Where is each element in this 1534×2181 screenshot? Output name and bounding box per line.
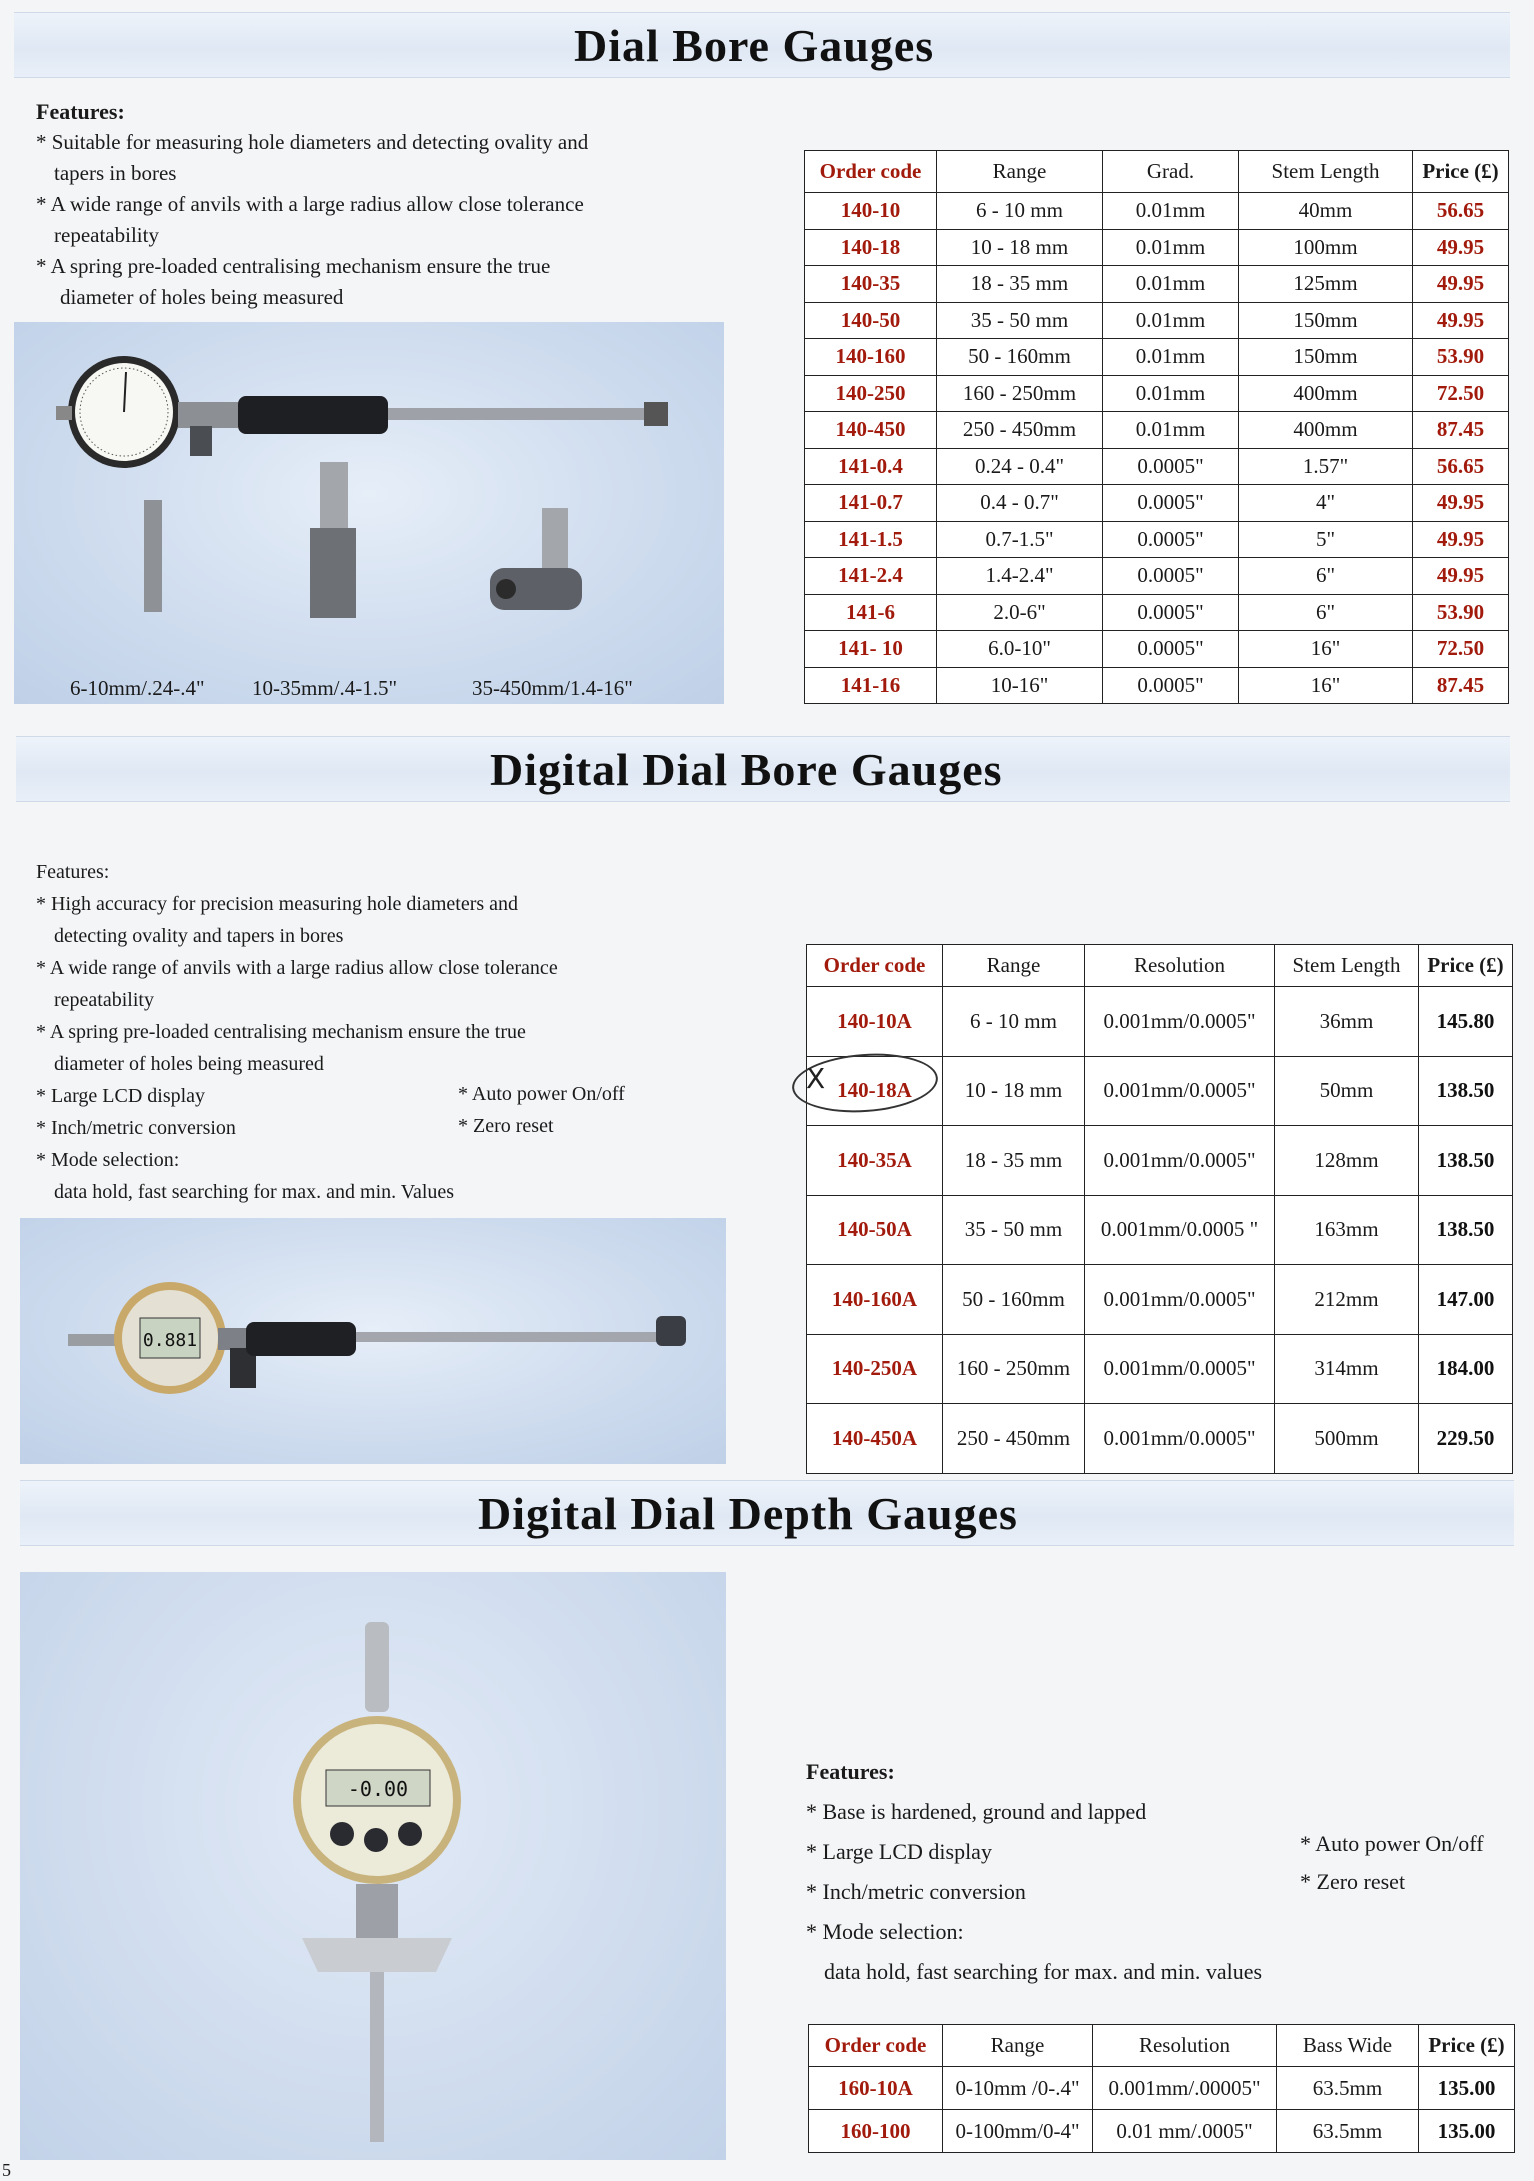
table-cell: 314mm: [1275, 1334, 1419, 1404]
table-row: [807, 1195, 1513, 1265]
order-code-cell: 141-16: [805, 667, 937, 704]
feature-line: * High accuracy for precision measuring hole diameters and: [36, 893, 519, 915]
feature-line: * Suitable for measuring hole diameters and detecting ovality and: [36, 130, 589, 154]
table-cell: 160 - 250mm: [943, 1334, 1085, 1404]
price-cell: 87.45: [1413, 412, 1509, 449]
order-code-cell: 141-2.4: [805, 558, 937, 595]
order-code-cell: 140-50: [805, 302, 937, 339]
table-cell: 0.001mm/0.0005": [1085, 1126, 1275, 1196]
price-cell: 145.80: [1419, 987, 1513, 1057]
digital-bore-gauge-photo: [20, 1218, 726, 1464]
order-code-cell: 141-0.4: [805, 448, 937, 485]
table-row: [805, 558, 1509, 595]
feature-line: data hold, fast searching for max. and min. values: [824, 1959, 1263, 1984]
table-cell: 4": [1239, 485, 1413, 522]
feature-line: * A wide range of anvils with a large radius allow close tolerance: [36, 957, 558, 979]
table-row: [805, 266, 1509, 303]
price-cell: 138.50: [1419, 1195, 1513, 1265]
table-cell: 2.0-6": [937, 594, 1103, 631]
price-cell: 49.95: [1413, 558, 1509, 595]
price-cell: 49.95: [1413, 521, 1509, 558]
order-code-cell: 160-10A: [809, 2067, 943, 2110]
table-row: [805, 193, 1509, 230]
table-cell: 0.01mm: [1103, 412, 1239, 449]
table-cell: 6": [1239, 594, 1413, 631]
table-cell: 50mm: [1275, 1056, 1419, 1126]
table-cell: 250 - 450mm: [943, 1404, 1085, 1474]
table-cell: 6 - 10 mm: [943, 987, 1085, 1057]
table-cell: 16": [1239, 667, 1413, 704]
table-cell: 0.0005": [1103, 521, 1239, 558]
table-row: [809, 2067, 1515, 2110]
feature-line: repeatability: [54, 223, 159, 247]
table-cell: 0-10mm /0-.4": [943, 2067, 1093, 2110]
table-cell: 5": [1239, 521, 1413, 558]
digital-dial-depth-gauges-table: [808, 2024, 1515, 2153]
digital-bore-gauge-illustration: [20, 1218, 726, 1464]
table-row: [807, 1404, 1513, 1474]
table-row: [805, 448, 1509, 485]
caption-large-anvil: 35-450mm/1.4-16": [472, 676, 633, 700]
section1-banner: [14, 12, 1510, 78]
column-header: Bass Wide: [1277, 2025, 1419, 2067]
table-cell: 0.001mm/0.0005": [1085, 987, 1275, 1057]
table-cell: 100mm: [1239, 229, 1413, 266]
feature-line: * Inch/metric conversion: [36, 1117, 236, 1139]
price-cell: 53.90: [1413, 594, 1509, 631]
table-cell: 0-100mm/0-4": [943, 2110, 1093, 2153]
table-cell: 0.7-1.5": [937, 521, 1103, 558]
column-header: Order code: [809, 2025, 943, 2067]
table-cell: 0.01mm: [1103, 229, 1239, 266]
order-code-cell: 160-100: [809, 2110, 943, 2153]
dial-bore-gauge-illustration: [14, 322, 724, 704]
order-code-cell: 140-450: [805, 412, 937, 449]
order-code-cell: 140-450A: [807, 1404, 943, 1474]
table-cell: 6": [1239, 558, 1413, 595]
table-cell: 212mm: [1275, 1265, 1419, 1335]
table-cell: 36mm: [1275, 987, 1419, 1057]
column-header: Order code: [805, 151, 937, 193]
feature-line: * Base is hardened, ground and lapped: [806, 1799, 1147, 1824]
order-code-cell: 140-18: [805, 229, 937, 266]
lcd-reading: -0.00: [347, 1777, 409, 1801]
table-cell: 128mm: [1275, 1126, 1419, 1196]
table-cell: 18 - 35 mm: [937, 266, 1103, 303]
column-header: Range: [943, 2025, 1093, 2067]
price-cell: 135.00: [1419, 2110, 1515, 2153]
order-code-cell: 141-1.5: [805, 521, 937, 558]
section1-title: Dial Bore Gauges: [574, 20, 935, 71]
feature-line: * Mode selection:: [806, 1919, 964, 1944]
table-row: [805, 375, 1509, 412]
order-code-cell: 141- 10: [805, 631, 937, 668]
table-cell: 0.0005": [1103, 594, 1239, 631]
caption-small-anvil: 6-10mm/.24-.4": [70, 676, 205, 700]
table-cell: 163mm: [1275, 1195, 1419, 1265]
column-header: Grad.: [1103, 151, 1239, 193]
features-title: Features:: [36, 99, 125, 124]
price-cell: 49.95: [1413, 302, 1509, 339]
table-cell: 250 - 450mm: [937, 412, 1103, 449]
features-title: Features:: [806, 1759, 895, 1784]
table-row: [807, 987, 1513, 1057]
table-cell: 150mm: [1239, 302, 1413, 339]
digital-depth-gauge-photo: [20, 1572, 726, 2160]
table-row: [805, 339, 1509, 376]
table-cell: 63.5mm: [1277, 2067, 1419, 2110]
table-row: [807, 1334, 1513, 1404]
price-cell: 147.00: [1419, 1265, 1513, 1335]
caption-medium-anvil: 10-35mm/.4-1.5": [252, 676, 398, 700]
table-cell: 35 - 50 mm: [937, 302, 1103, 339]
table-cell: 16": [1239, 631, 1413, 668]
order-code-cell: 140-35A: [807, 1126, 943, 1196]
order-code-cell: 140-35: [805, 266, 937, 303]
column-header: Price (£): [1419, 945, 1513, 987]
table-cell: 40mm: [1239, 193, 1413, 230]
column-header: Price (£): [1413, 151, 1509, 193]
feature-line: tapers in bores: [54, 161, 177, 185]
order-code-cell: 140-50A: [807, 1195, 943, 1265]
table-cell: 6 - 10 mm: [937, 193, 1103, 230]
table-cell: 0.001mm/0.0005": [1085, 1334, 1275, 1404]
table-cell: 0.01mm: [1103, 302, 1239, 339]
table-cell: 10 - 18 mm: [943, 1056, 1085, 1126]
order-code-cell: 141-6: [805, 594, 937, 631]
table-cell: 0.0005": [1103, 667, 1239, 704]
feature-line: * Zero reset: [458, 1115, 554, 1137]
table-cell: 500mm: [1275, 1404, 1419, 1474]
feature-line: repeatability: [54, 989, 154, 1011]
feature-line: * Large LCD display: [806, 1839, 992, 1864]
feature-line: * Auto power On/off: [1300, 1831, 1484, 1856]
column-header: Stem Length: [1275, 945, 1419, 987]
feature-line: detecting ovality and tapers in bores: [54, 925, 344, 947]
feature-line: * Inch/metric conversion: [806, 1879, 1026, 1904]
order-code-cell: 140-18A: [807, 1056, 943, 1126]
price-cell: 138.50: [1419, 1056, 1513, 1126]
price-cell: 49.95: [1413, 485, 1509, 522]
feature-line: * Mode selection:: [36, 1149, 180, 1171]
table-row: [805, 631, 1509, 668]
table-cell: 0.001mm/.00005": [1093, 2067, 1277, 2110]
price-cell: 138.50: [1419, 1126, 1513, 1196]
table-cell: 0.01 mm/.0005": [1093, 2110, 1277, 2153]
table-cell: 0.0005": [1103, 448, 1239, 485]
price-cell: 49.95: [1413, 229, 1509, 266]
table-cell: 18 - 35 mm: [943, 1126, 1085, 1196]
table-cell: 35 - 50 mm: [943, 1195, 1085, 1265]
table-cell: 160 - 250mm: [937, 375, 1103, 412]
column-header: Resolution: [1085, 945, 1275, 987]
section2-features: [36, 856, 716, 1208]
table-row: [805, 229, 1509, 266]
table-cell: 0.0005": [1103, 485, 1239, 522]
table-cell: 6.0-10": [937, 631, 1103, 668]
order-code-cell: 141-0.7: [805, 485, 937, 522]
table-cell: 0.01mm: [1103, 375, 1239, 412]
feature-line: * A wide range of anvils with a large radius allow close tolerance: [36, 192, 584, 216]
table-row: [805, 594, 1509, 631]
column-header: Price (£): [1419, 2025, 1515, 2067]
order-code-cell: 140-250A: [807, 1334, 943, 1404]
digital-dial-bore-gauges-table: [806, 944, 1513, 1474]
page-number: 5: [2, 2160, 11, 2180]
feature-line: data hold, fast searching for max. and min. Values: [54, 1181, 455, 1203]
price-cell: 87.45: [1413, 667, 1509, 704]
table-cell: 1.57": [1239, 448, 1413, 485]
table-row: [805, 667, 1509, 704]
price-cell: 53.90: [1413, 339, 1509, 376]
feature-line: * A spring pre-loaded centralising mechanism ensure the true: [36, 254, 551, 278]
section3-title: Digital Dial Depth Gauges: [478, 1488, 1018, 1539]
table-cell: 0.001mm/0.0005 ": [1085, 1195, 1275, 1265]
table-row: [807, 1265, 1513, 1335]
table-cell: 0.001mm/0.0005": [1085, 1404, 1275, 1474]
table-cell: 125mm: [1239, 266, 1413, 303]
column-header: Stem Length: [1239, 151, 1413, 193]
table-row: [805, 412, 1509, 449]
table-cell: 0.01mm: [1103, 339, 1239, 376]
price-cell: 184.00: [1419, 1334, 1513, 1404]
feature-line: * Large LCD display: [36, 1085, 206, 1107]
price-cell: 72.50: [1413, 631, 1509, 668]
feature-line: * Zero reset: [1300, 1869, 1406, 1894]
table-cell: 63.5mm: [1277, 2110, 1419, 2153]
features-title: Features:: [36, 861, 110, 883]
table-cell: 150mm: [1239, 339, 1413, 376]
table-cell: 0.24 - 0.4": [937, 448, 1103, 485]
table-cell: 0.01mm: [1103, 193, 1239, 230]
section1-features: [36, 96, 696, 313]
table-row: [805, 302, 1509, 339]
dial-bore-gauges-table: [804, 150, 1509, 704]
table-cell: 50 - 160mm: [943, 1265, 1085, 1335]
table-cell: 50 - 160mm: [937, 339, 1103, 376]
handwritten-x-mark: X: [806, 1062, 826, 1095]
table-cell: 400mm: [1239, 375, 1413, 412]
dial-bore-gauge-photo: [14, 322, 724, 704]
column-header: Range: [937, 151, 1103, 193]
table-cell: 10 - 18 mm: [937, 229, 1103, 266]
price-cell: 56.65: [1413, 193, 1509, 230]
table-cell: 0.001mm/0.0005": [1085, 1265, 1275, 1335]
order-code-cell: 140-10: [805, 193, 937, 230]
price-cell: 135.00: [1419, 2067, 1515, 2110]
order-code-cell: 140-160A: [807, 1265, 943, 1335]
table-cell: 1.4-2.4": [937, 558, 1103, 595]
price-cell: 72.50: [1413, 375, 1509, 412]
table-cell: 10-16": [937, 667, 1103, 704]
feature-line: * A spring pre-loaded centralising mechanism ensure the true: [36, 1021, 526, 1043]
feature-line: * Auto power On/off: [458, 1083, 625, 1105]
table-cell: 0.0005": [1103, 558, 1239, 595]
table-cell: 0.4 - 0.7": [937, 485, 1103, 522]
price-cell: 56.65: [1413, 448, 1509, 485]
table-row: [805, 485, 1509, 522]
digital-depth-gauge-illustration: [20, 1572, 726, 2160]
price-cell: 229.50: [1419, 1404, 1513, 1474]
table-cell: 0.001mm/0.0005": [1085, 1056, 1275, 1126]
feature-line: diameter of holes being measured: [60, 285, 344, 309]
order-code-cell: 140-250: [805, 375, 937, 412]
table-cell: 400mm: [1239, 412, 1413, 449]
table-row: [807, 1126, 1513, 1196]
order-code-cell: 140-160: [805, 339, 937, 376]
order-code-cell: 140-10A: [807, 987, 943, 1057]
lcd-reading: 0.881: [142, 1330, 198, 1351]
section3-features: [806, 1752, 1526, 1992]
table-cell: 0.01mm: [1103, 266, 1239, 303]
section3-banner: [20, 1480, 1514, 1546]
section2-banner: [16, 736, 1510, 802]
price-cell: 49.95: [1413, 266, 1509, 303]
table-row: [809, 2110, 1515, 2153]
table-row: [805, 521, 1509, 558]
section2-title: Digital Dial Bore Gauges: [490, 744, 1003, 795]
column-header: Resolution: [1093, 2025, 1277, 2067]
column-header: Range: [943, 945, 1085, 987]
feature-line: diameter of holes being measured: [54, 1053, 324, 1075]
table-cell: 0.0005": [1103, 631, 1239, 668]
column-header: Order code: [807, 945, 943, 987]
